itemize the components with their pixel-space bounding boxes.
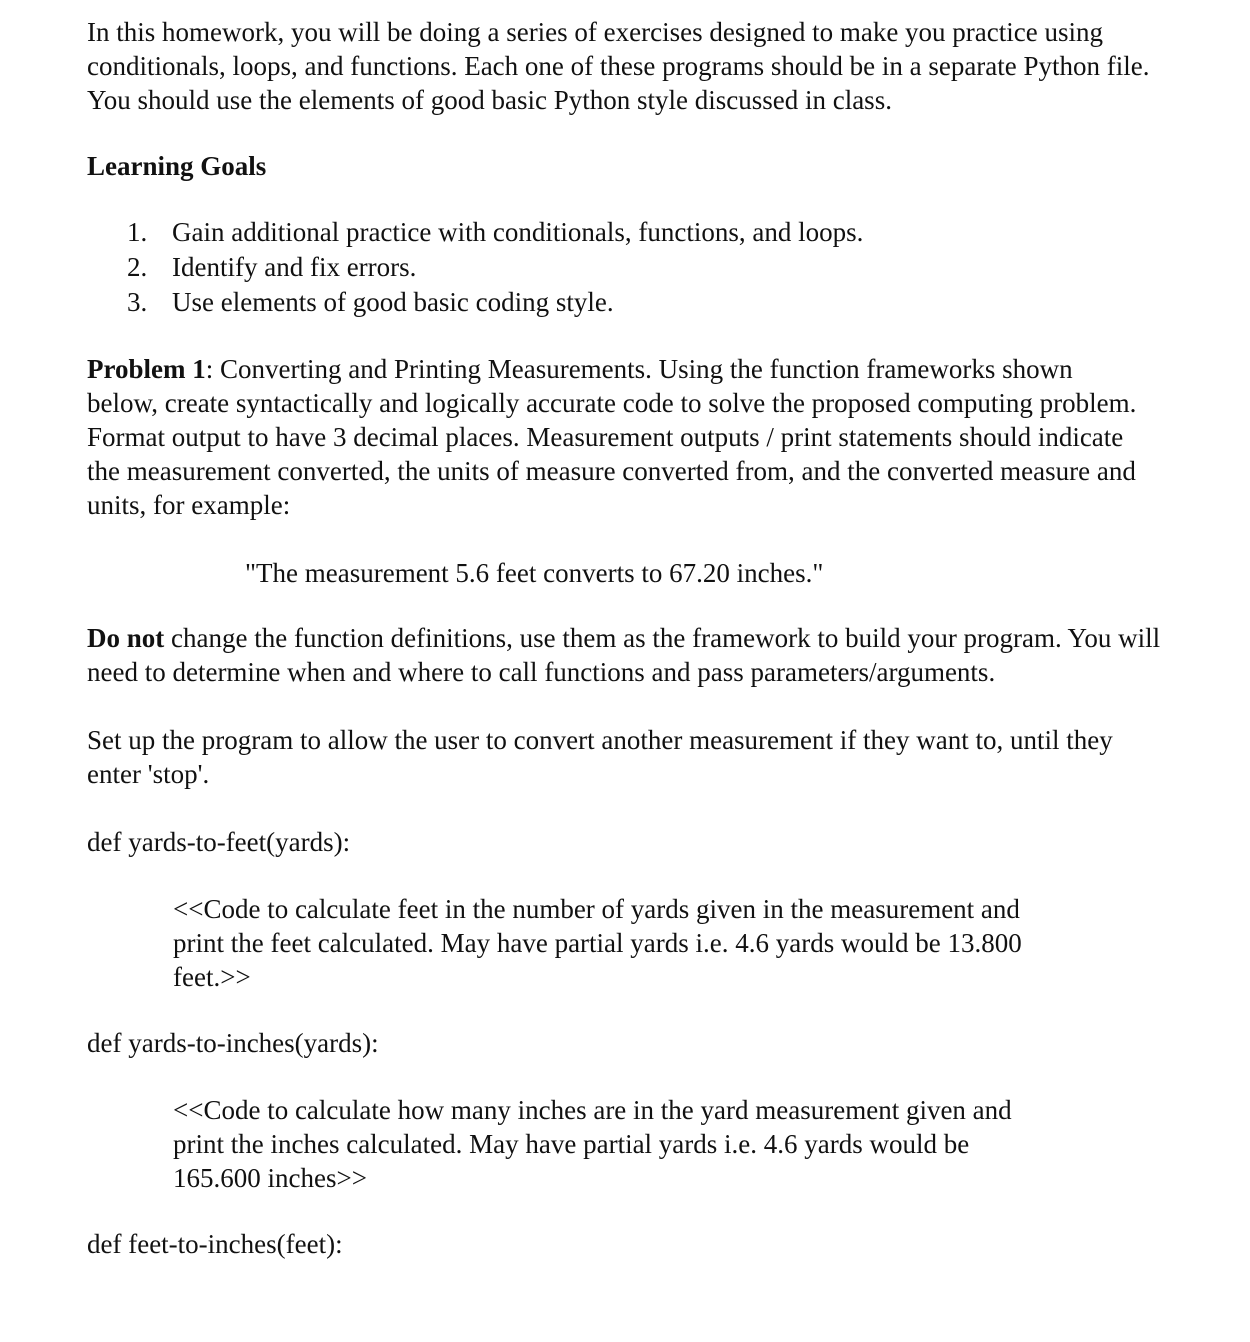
function-def-feet-to-inches: def feet-to-inches(feet): xyxy=(87,1229,343,1259)
list-item-number: 1. xyxy=(127,217,148,247)
list-item-number: 2. xyxy=(127,252,148,282)
problem1-paragraph xyxy=(87,352,1147,522)
problem1-text: : Converting and Printing Measurements. Using the function frameworks shown below, create syntactically and logically accurate code to solve the proposed computing problem. Format output to have 3 decimal places. Measurement outputs / print statements should indicate the measurement converted, the units of measure converted from, and the converted measure and units, for example: xyxy=(87,354,1137,520)
document-page xyxy=(87,15,1207,1294)
do-not-paragraph xyxy=(87,621,1187,689)
function-body-yards-to-feet: <<Code to calculate feet in the number of yards given in the measurement and print the feet calculated. May have partial yards i.e. 4.6 yards would be 13.800 feet.>> xyxy=(173,894,1022,992)
example-output: "The measurement 5.6 feet converts to 67.20 inches." xyxy=(245,558,824,588)
list-item-text: Use elements of good basic coding style. xyxy=(172,287,614,317)
do-not-text: change the function definitions, use them as the framework to build your program. You will need to determine when and where to call functions and pass parameters/arguments. xyxy=(87,623,1161,687)
setup-paragraph: Set up the program to allow the user to convert another measurement if they want to, until they enter 'stop'. xyxy=(87,725,1113,789)
function-def-yards-to-feet: def yards-to-feet(yards): xyxy=(87,827,351,857)
function-body-yards-to-inches: <<Code to calculate how many inches are in the yard measurement given and print the inches calculated. May have partial yards i.e. 4.6 yards would be 165.600 inches>> xyxy=(173,1095,1012,1193)
problem1-label: Problem 1 xyxy=(87,354,206,384)
list-item xyxy=(87,285,1207,320)
intro-paragraph: In this homework, you will be doing a series of exercises designed to make you practice using conditionals, loops, and functions. Each one of these programs should be in a separate Python file. You should use the elements of good basic Python style discussed in class. xyxy=(87,17,1150,115)
list-item-number: 3. xyxy=(127,287,148,317)
function-def-yards-to-inches: def yards-to-inches(yards): xyxy=(87,1028,379,1058)
do-not-label: Do not xyxy=(87,623,165,653)
list-item xyxy=(87,215,1207,250)
learning-goals-heading: Learning Goals xyxy=(87,151,267,181)
learning-goals-list xyxy=(87,215,1207,320)
list-item-text: Identify and fix errors. xyxy=(172,252,417,282)
list-item-text: Gain additional practice with conditionals, functions, and loops. xyxy=(172,217,864,247)
list-item xyxy=(87,250,1207,285)
